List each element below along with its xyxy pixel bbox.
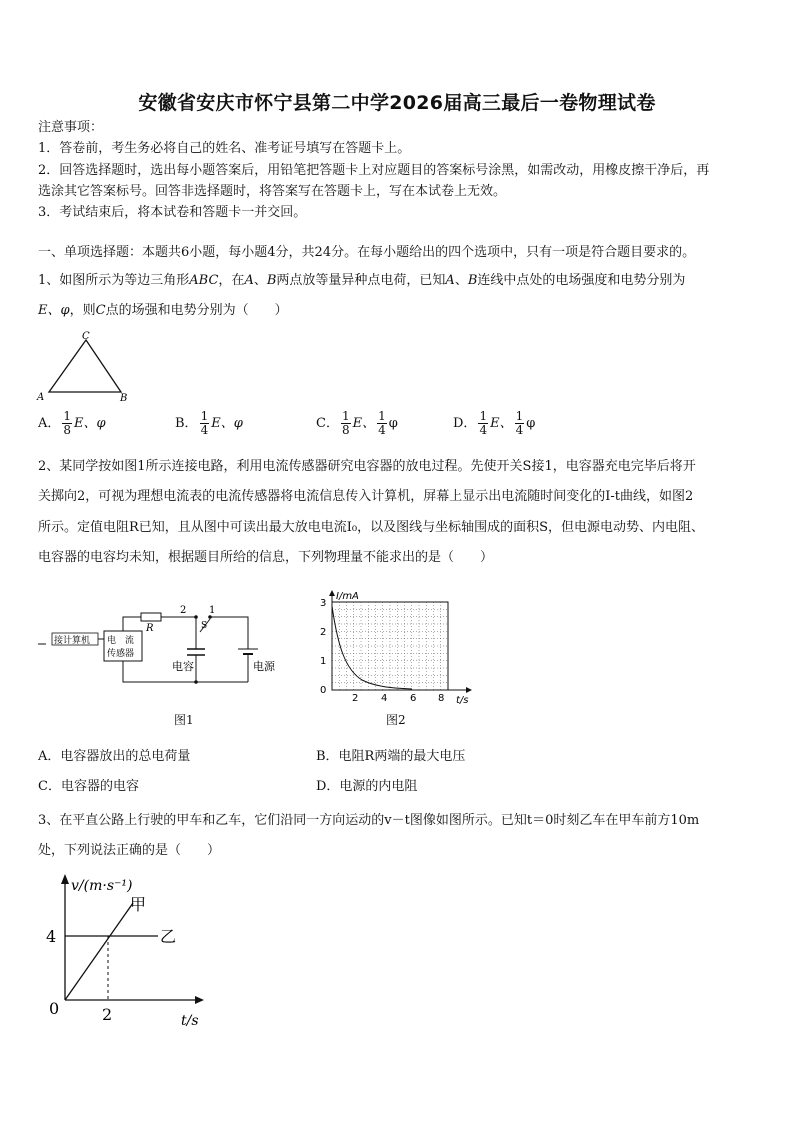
option-letter: B． (175, 416, 198, 431)
x-tick-6: 6 (410, 693, 417, 704)
notice-item-1: 1．答卷前，考生务必将自己的姓名、准考证号填写在答题卡上。 (38, 141, 411, 156)
q1-point-a: A (244, 273, 254, 288)
q2-option-a[interactable]: A．电容器放出的总电荷量 (38, 749, 191, 764)
label-b: B (120, 393, 128, 404)
x-tick-2: 2 (352, 693, 359, 704)
q1-text: 、 (253, 273, 267, 288)
option-text: φ (388, 416, 398, 431)
notice-item-2: 2．回答选择题时，选出每小题答案后，用铅笔把答题卡上对应题目的答案标号涂黑，如需改动，用橡皮擦干净后，再 (38, 163, 710, 178)
resistor-label: R (146, 623, 154, 634)
computer-label: 接计算机 (54, 636, 91, 646)
option-text: φ (526, 416, 536, 431)
q1-option-c[interactable] (316, 410, 398, 437)
option-letter: C． (316, 416, 339, 431)
label-c: C (82, 331, 90, 342)
notice-heading: 注意事项： (38, 120, 104, 135)
fraction (200, 410, 210, 437)
x-axis-label: t/s (456, 695, 469, 706)
q1-option-d[interactable] (453, 410, 535, 437)
fig2-caption: 图2 (386, 713, 406, 727)
fraction (62, 410, 72, 437)
capacitor-label: 电容 (172, 660, 194, 673)
jia-label: 甲 (130, 895, 147, 914)
frac-den: 4 (479, 423, 488, 437)
q1-point-b: B (467, 273, 478, 288)
q1-text: ，在 (218, 273, 245, 288)
wire (123, 617, 141, 631)
q3-line2: 处，下列说法正确的是（ ） (38, 843, 221, 858)
y-axis-arrow (329, 590, 335, 596)
frac-den: 4 (200, 423, 209, 437)
q2-line4: 电容器的电容均未知，根据题目所给的信息，下列物理量不能求出的是（ ） (38, 550, 494, 565)
q1-vars: E、φ (38, 303, 70, 318)
section-heading: 一、单项选择题：本题共6小题，每小题4分，共24分。在每小题给出的四个选项中，只有一项是符合题目要求的。 (38, 245, 696, 260)
q1-text: ，则 (69, 303, 96, 318)
y-tick-4: 4 (46, 927, 57, 946)
q2-line2: 关掷向2，可视为理想电流表的电流传感器将电流信息传入计算机，屏幕上显示出电流随时间变化的I-t曲线，如图2 (38, 489, 694, 504)
sensor-label-1: 电 流 (107, 636, 135, 646)
frac-num: 1 (200, 409, 209, 423)
fig1-caption: 图1 (174, 713, 194, 727)
x-tick-4: 4 (381, 693, 388, 704)
q1-point-a: A (445, 273, 455, 288)
x-axis-arrow (466, 687, 472, 693)
triangle-figure (34, 330, 134, 404)
q2-option-b[interactable]: B．电阻R两端的最大电压 (316, 749, 466, 764)
x-tick-8: 8 (438, 693, 445, 704)
q2-line3: 所示。定值电阻R已知，且从图中可读出最大放电电流I₀，以及图线与坐标轴围成的面积S，但电源电动势、内电阻、 (38, 520, 705, 535)
q2-option-c[interactable]: C．电容器的电容 (38, 779, 139, 794)
circuit-figure (38, 598, 298, 708)
q1-option-b[interactable] (175, 410, 243, 437)
frac-num: 1 (63, 409, 72, 423)
frac-num: 1 (479, 409, 488, 423)
fraction (515, 410, 525, 437)
frac-num: 1 (515, 409, 524, 423)
y-tick-2: 2 (320, 627, 327, 638)
frac-den: 4 (515, 423, 524, 437)
q2-option-d[interactable]: D．电源的内电阻 (316, 779, 418, 794)
notice-item-3: 3．考试结束后，将本试卷和答题卡一并交回。 (38, 205, 307, 220)
option-text: E、 (352, 416, 376, 431)
y-axis-label (71, 878, 132, 894)
y-axis-arrow (61, 874, 69, 884)
wire (161, 617, 196, 632)
option-text: E、 (490, 416, 513, 431)
q1-option-a[interactable] (38, 410, 106, 437)
wire (210, 617, 248, 649)
fraction (377, 410, 387, 437)
option-text: E、φ (74, 416, 106, 431)
fraction (341, 410, 351, 437)
frac-num: 1 (341, 409, 350, 423)
resistor (141, 613, 161, 621)
q1-text: 、 (454, 273, 468, 288)
frac-num: 1 (378, 409, 386, 423)
q1-text: 连线中点处的电场强度和电势分别为 (477, 273, 686, 288)
frac-den: 4 (378, 423, 386, 437)
label-a: A (37, 392, 45, 403)
y-axis-label: I/mA (336, 591, 359, 602)
q1-text: 两点放等量异种点电荷，已知 (276, 273, 446, 288)
notice-item-2-cont: 选涂其它答案标号。回答非选择题时，将答案写在答题卡上，写在本试卷上无效。 (38, 184, 507, 199)
q1-text: 点的场强和电势分别为（ ） (105, 303, 288, 318)
q1-point-b: B (266, 273, 277, 288)
x-axis-label: t/s (181, 1013, 199, 1028)
q3-line1: 3、在平直公路上行驶的甲车和乙车，它们沿同一方向运动的v－t图像如图所示。已知t＝0时刻乙车在甲车前方10m (38, 813, 700, 828)
x-tick-2: 2 (102, 1005, 113, 1024)
q1-text: 1、如图所示为等边三角形 (38, 273, 190, 288)
y-axis-label-text: v/(m·s⁻¹) (71, 878, 133, 894)
y-tick-3: 3 (320, 598, 327, 609)
junction (194, 680, 198, 684)
q1-point-c: C (95, 303, 106, 318)
current-time-graph (312, 590, 472, 708)
y-tick-1: 1 (320, 656, 327, 667)
frac-den: 8 (341, 423, 350, 437)
x-axis-arrow (195, 996, 204, 1004)
option-letter: D． (453, 416, 477, 431)
q1-line2 (38, 302, 288, 320)
frac-den: 8 (63, 423, 72, 437)
terminal-2-label: 2 (180, 605, 187, 616)
source-label: 电源 (253, 660, 275, 673)
terminal-1-label: 1 (209, 605, 216, 616)
switch-label: S (201, 621, 208, 631)
fraction (478, 410, 488, 437)
origin-label: 0 (49, 999, 60, 1018)
terminal-2 (194, 615, 198, 619)
series-jia-line (65, 903, 133, 1000)
yi-label: 乙 (160, 927, 177, 946)
velocity-time-graph (38, 868, 228, 1028)
page-title: 安徽省安庆市怀宁县第二中学2026届高三最后一卷物理试卷 (138, 92, 656, 114)
q2-line1: 2、某同学按如图1所示连接电路，利用电流传感器研究电容器的放电过程。先使开关S接1，电容器充电完毕后将开 (38, 459, 696, 474)
option-letter: A． (38, 416, 61, 431)
q1-triangle-name: ABC (189, 273, 219, 288)
q1-line1 (38, 272, 685, 290)
option-text: E、φ (211, 416, 243, 431)
triangle-shape (49, 340, 121, 392)
y-tick-0: 0 (320, 685, 327, 696)
sensor-label-2: 传感器 (107, 649, 135, 659)
